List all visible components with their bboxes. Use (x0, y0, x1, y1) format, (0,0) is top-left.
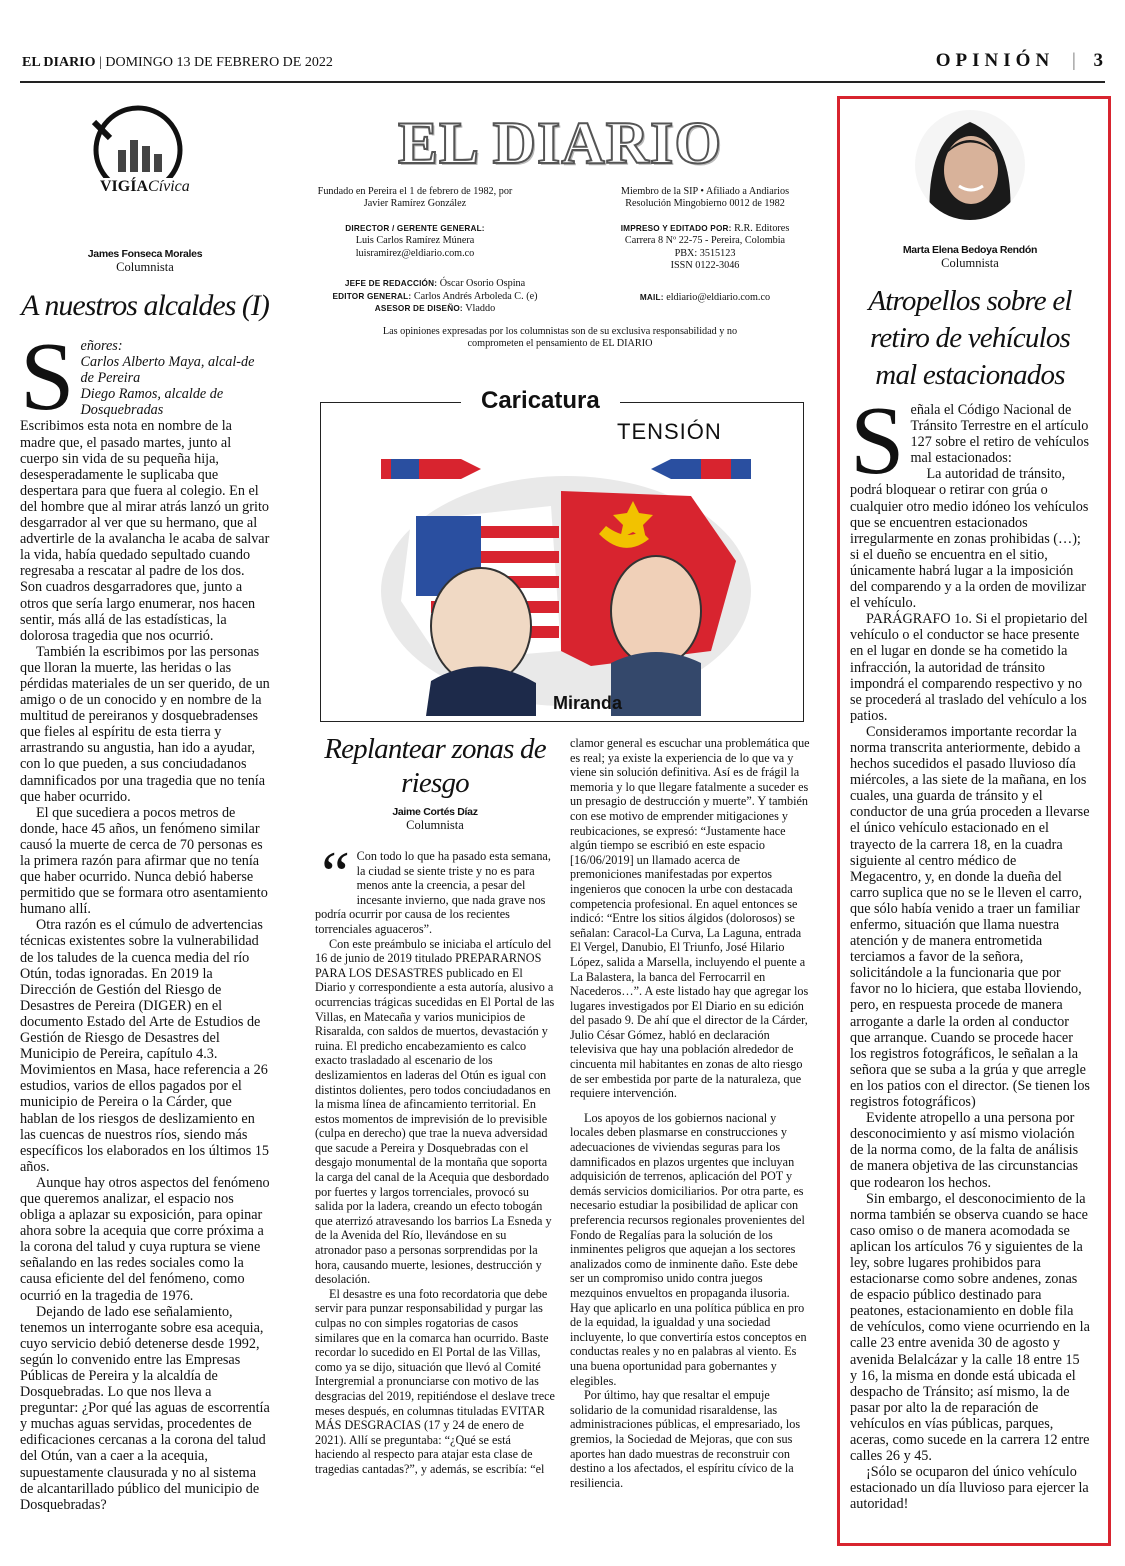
header-rule (20, 81, 1105, 83)
paragraph: Aunque hay otros aspectos del fenómeno que queremos analizar, el espacio nos obliga a aplazar su exposición, para opinar ahora sobre la acequia que corre próxima a la corona del talud y cuya ruptura se viene señalando en las redes sociales como la causa eficiente del del fenómeno, como ocurrió en la tragedia de 1976. (20, 1174, 270, 1304)
paragraph: El que sucediera a pocos metros de donde, hace 45 años, un fenómeno similar causó la muerte de cerca de 70 personas es la primera razón para afirmar que no tenía que haber ocurrido. Nunca debió haberse permitido que se formara otro asentamiento humano allí. (20, 804, 268, 918)
printed-label: IMPRESO Y EDITADO POR: (620, 223, 732, 233)
asesor-name: Vladdo (465, 303, 496, 315)
header-section-separator: | (1071, 50, 1076, 71)
mail-address: eldiario@eldiario.com.co (666, 292, 771, 304)
paragraph: Consideramos importante recordar la norma transcrita anteriormente, debido a hechos sucedidos el pasado lluvioso día miércoles, a las siete de la mañana, en los cuales, una guarda de tránsito y el conductor de una grúa proceden a llevarse el único vehículo estacionado en el trayecto de la carrera 18, en la cuadra siguiente al centro médico de Megacentro, y, en donde la dueña del carro suplica que no se le lleven el carro, que sólo había venido a traer un familiar enfermo, situación que llama nuestra atención y de manera entrometida terciamos a favor de la señora, solicitándole a la funcionaria que por favor no lo hiciera, que estaba lloviendo, pero, en respuesta procede de manera arrogante a darle la orden al conductor que arranque. Cuando se procede hacer los registros fotográficos, le señalan a la señora que se suba a la grúa y que arregle en los patios con el director. (Se tienen los registros fotográficos) (850, 723, 1090, 1111)
magnifier-icon (80, 98, 210, 218)
address: Carrera 8 Nº 22-75 - Pereira, Colombia (624, 235, 786, 247)
paragraph: Con este preámbulo se iniciaba el artículo del 16 de junio de 2019 titulado PREPARARNOS PARA LOS DESASTRES publicado en El Diario y correspondiente a esta autoría, alusivo a ocurrencias trágicas sucedidas en El Portal de las Villas, en Matecaña y varios municipios de Risaralda, con saldos de muertos, devastación y ruina. El predicho encabezamiento es calco exacto trasladado al escenario de los deslizamientos en laderas del Otún es igual con distintos dolientes, pero todos conciudadanos en la misma línea de afincamiento territorial. En estos momentos de imprevisión de lo previsible (culpa en derecho) que trae la nueva adversidad que sacude a Pereira y Dosquebradas con el desgajo monumental de la montaña que soporta la carga del canal de la Acequia que desbordado por fuertes y largos torrenciales, provocó su salida por la ladera, creando un efecto tobogán que aterrizó atravesando los barrios La Esneda y de la Avenida del Río, llevándose en su atronador paso a personas sorprendidas por la hora, causando muerte, lesiones, destrucción y desolación. (315, 936, 555, 1287)
middle-article-body-1 (315, 838, 555, 1477)
paragraph: Escribimos esta nota en nombre de la madre que, el pasado martes, junto al cuerpo sin vida de su pequeña hija, desesperadamente le suplicaba que despertara para que fuera al colegio. En el del hombre que al mirar atrás lanzó un grito desgarrador al ver que su hermano, que al advertirle de la avalancha le acaba de salvar la vida, había quedado sepultado cuando regresaba a rescatar al padre de los dos. Son cuadros desgarradores que, junto a otros que sería largo enumerar, nos hacen sentir, más allá de las estadísticas, la dolorosa tragedia que nos ocurrió. (20, 418, 270, 644)
left-column (20, 98, 270, 1513)
header-separator: | (99, 55, 102, 70)
right-article-body (850, 387, 1090, 1513)
middle-article-column-2 (570, 736, 812, 1490)
masthead-info-row-3 (315, 278, 805, 315)
paragraph: El desastre es una foto recordatoria que debe servir para punzar responsabilidad y purgar las culpas no con simples rogatorias de casos similares que en la comarca han ocurrido. Baste recordar lo sucedido en El Portal de las Villas, como ya se dijo, situación que llevó al Comité Intergremial a pronunciarse con motivo de las desgracias del 2019, repitiéndose el deslave trece meses después, en columnas tituladas EVITAR MÁS DESGRACIAS (17 y 24 de enero de 2021). Allí se preguntaba: “¿Qué se está haciendo al respecto para atajar esta clase de tragedias cantadas?”, y además, se escribía: “el (315, 1286, 555, 1476)
salutation: eñores: (80, 338, 123, 354)
disclaimer: Las opiniones expresadas por los columnistas son de su exclusiva responsabilidad y no comprometen el pensamiento de EL DIARIO (382, 325, 738, 350)
paragraph: Con todo lo que ha pasado esta semana, la ciudad se siente triste y no es para menos ante la creencia, a pesar del incesante invierno, que nada grave nos podría ocurrir por causa de los recientes torrenciales aguaceros”. (315, 849, 551, 936)
article-body (20, 323, 270, 1513)
logo-text-civica: Cívica (148, 178, 190, 195)
header-date: DOMINGO 13 DE FEBRERO DE 2022 (105, 55, 333, 70)
header-section: OPINIÓN (935, 50, 1055, 71)
addressee-1: Carlos Alberto Maya, alcal-de de Pereira (80, 354, 255, 387)
mail-label: MAIL: (639, 293, 664, 303)
middle-article-column-1 (315, 732, 555, 1477)
director-label: DIRECTOR / GERENTE GENERAL: (345, 223, 485, 233)
article-title: A nuestros alcaldes (I) (21, 289, 269, 322)
author-role: Columnista (116, 260, 174, 274)
paragraph: ¡Sólo se ocuparon del único vehículo estacionado un día lluvioso para ejercer la autoridad! (850, 1464, 1089, 1513)
page-header-left (22, 55, 333, 71)
jefe-label: JEFE DE REDACCIÓN: (344, 279, 438, 289)
middle-author-role: Columnista (406, 818, 464, 832)
author-photo (915, 110, 1025, 220)
asesor-label: ASESOR DE DISEÑO: (374, 304, 463, 314)
paragraph: Por último, hay que resaltar el empuje solidario de la comunidad risaraldense, las administraciones públicas, el empresariado, los gremios, la Sociedad de Mejoras, que con sus aportes han dado muestras de reconstruir con destino a los afectados, el espíritu cívico de la resiliencia. (570, 1388, 801, 1490)
dropcap: S (20, 323, 75, 431)
cartoon-title: Caricatura (461, 387, 620, 415)
paragraph: Evidente atropello a una persona por desconocimiento y así mismo violación de la norma como, de la falta de análisis de manera objetiva de las circunstancias que rodearon los hechos. (850, 1110, 1079, 1191)
paragraph: También la escribimos por las personas que lloran la muerte, las heridas o las pérdidas materiales de un ser querido, de un amigo o de un conocido y en nombre de la multitud de pereiranos y dosquebradenses que fieles al espíritu de esta tierra y arrastrando su angustia, han ido a ayudar, con lo que pueden, a sus conciudadanos damnificados por una tragedia que no tenía que haber ocurrido. (20, 643, 270, 805)
director-email: luisramirez@eldiario.com.co (355, 247, 475, 259)
right-author-name: Marta Elena Bedoya Rendón (902, 244, 1038, 256)
right-author-role: Columnista (941, 256, 999, 270)
paragraph: Los apoyos de los gobiernos nacional y locales deben plasmarse en construcciones y adecuaciones de viviendas seguras para los damnificados en plazos urgentes que incluyan adquisición de terrenos, aplicación del POT y demás servicios domiciliarios. Por otra parte, es necesario estudiar la posibilidad de aplicar con preferencia recursos regionales provenientes del Fondo de Regalías para la solución de los inminentes peligros que aquejan a los sectores analizados como de inminente daño. Este debe ser un compromiso unido contra juegos mezquinos envueltos en propaganda ilusoria. Hay que aplicarlo en una política pública en pro de la equidad, la igualdad y una sociedad incluyente, lo que convertiría estos conceptos en conductas reales y no en palabras al viento. Es una buena oportunidad para gobernantes y elegibles. (570, 1110, 807, 1388)
paragraph: Sin embargo, el desconocimiento de la norma también se observa cuando se hace caso omiso o de manera acomodada se aplican los artículos 76 y siguientes de la ley, sobre lugares prohibidos para estacionarse como sobre andenes, zonas de espacio público destinado para peatones, estacionamiento en doble fila de vehículos, como viene ocurriendo en la calle 23 entre avenida 30 de agosto y avenida Belalcázar y la calle 18 entre 15 y 16, la misma en donde está ubicada el despacho de Tránsito; así mismo, la de pasar por alto la de reparación de vehículos en vías públicas, parques, aceras, como sucede en la carrera 12 entre calles 26 y 45. (850, 1190, 1090, 1465)
right-article-title: Atropellos sobre el retiro de vehículos mal estacionados (868, 285, 1072, 391)
member-note: Miembro de la SIP • Afiliado a Andiarios Resolución Mingobierno 0012 de 1982 (620, 186, 790, 210)
quote-mark: “ (315, 838, 351, 909)
paragraph: Otra razón es el cúmulo de advertencias técnicas existentes sobre la vulnerabilidad de los taludes de la cuenca media del río Otún, todas ignoradas. En 2019 la Dirección de Gestión del Riesgo de Desastres de Pereira (DIGER) en el documento Estado del Arte de Estudios de Gestión de Riesgo de Desastres del Municipio de Pereira, capítulo 4.3. Movimientos en Masa, hace referencia a 26 estudios, varios de ellos pagados por el municipio de Pereira o la Cárder, que hablan de los riesgos de deslizamiento en las cuencas de nuestros ríos, siendo más específicos los elaborados en los últimos 15 años. (20, 917, 270, 1175)
addressee-2: Diego Ramos, alcalde de Dosquebradas (80, 386, 224, 419)
vigia-civica-logo (80, 98, 210, 218)
cartoon-subtitle: TENSIÓN (617, 419, 722, 444)
masthead-logo: EL DIARIO (397, 110, 723, 176)
author-name: James Fonseca Morales (87, 248, 203, 260)
logo-text-vigia: VIGÍA (100, 178, 149, 195)
jefe-name: Óscar Osorio Ospina (439, 278, 526, 290)
editor-name: Carlos Andrés Arboleda C. (e) (413, 290, 538, 302)
cartoon-frame (320, 387, 804, 722)
paragraph: La autoridad de tránsito, podrá bloquear o retirar con grúa o cualquier otro medio idóneo los vehículos que se encuentren estacionados irregularmente en zonas prohibidas (…); si el dueño se encuentra en el sitio, únicamente habrá lugar a la imposición del comparendo y a la orden de movilizar el vehículo. (850, 466, 1089, 612)
paragraph: PARÁGRAFO 1o. Si el propietario del vehículo o el conductor se hace presente en el lugar en donde se ha cometido la infracción, la autoridad de tránsito impondrá el comparendo respectivo y no se procederá al traslado del vehículo a los patios. (850, 611, 1088, 724)
header-page-number: 3 (1093, 50, 1103, 71)
middle-author-name: Jaime Cortés Díaz (392, 806, 478, 818)
middle-article-title: Replantear zonas de riesgo (324, 733, 546, 799)
editor-label: EDITOR GENERAL: (332, 291, 412, 301)
masthead-info-row-1 (315, 186, 805, 211)
founded-note: Fundado en Pereira el 1 de febrero de 1982, por Javier Ramírez González (317, 186, 513, 210)
cartoon-illustration (371, 451, 761, 716)
director-name: Luis Carlos Ramírez Múnera (355, 235, 475, 247)
cartoon-signature: Miranda (553, 693, 623, 713)
masthead-info-row-2 (315, 223, 805, 273)
issn: ISSN 0122-3046 (670, 260, 740, 272)
intro: eñala el Código Nacional de Tránsito Terrestre en el artículo 127 sobre el retiro de vehículos mal estacionados: (910, 402, 1089, 467)
printed-by: R.R. Editores (734, 222, 790, 234)
pbx: PBX: 3515123 (674, 247, 736, 259)
masthead (315, 110, 805, 350)
paragraph: Dejando de lado ese señalamiento, tenemos un interrogante sobre esa acequia, cuyo servicio debió detenerse desde 1992, según lo convenido entre las Empresas Públicas de Pereira y la alcaldía de Dosquebradas. Lo que nos lleva a preguntar: ¿Por qué las aguas de escorrentía y muchas aguas servidas, procedentes de edificaciones cercanas a la corona del talud del Otún, van a caer a la acequia, supuestamente clausurada y no al sistema de alcantarillado público del municipio de Dosquebradas? (20, 1303, 270, 1513)
right-column (850, 110, 1090, 1512)
portrait-icon (915, 110, 1025, 220)
page-header-right (936, 50, 1103, 72)
header-paper-name: EL DIARIO (22, 55, 96, 70)
right-dropcap: S (850, 387, 905, 495)
paragraph: clamor general es escuchar una problemática que es real; ya existe la experiencia de lo que va y viene sin solución definitiva. Así es de frágil la memoria y lo que llegare fatalmente a suceder es un presagio de destrucción y muerte”. Y también con ese motivo de emprender mitigaciones y reubicaciones, se expresó: “Justamente hace algún tiempo se escribió en este espacio [16/06/2019] un llamado acerca de premoniciones manifestadas por expertos ingenieros que conocen la urbe con destacada competencia profesional. En aquel entonces se indicó: “Entre los sitios álgidos (dolorosos) se señalan: Caracol-La Curva, La Laguna, entrada El Vergel, Danubio, El Triunfo, José Hilario López, salida a Marsella, incluyendo el puente a La Balastera, la banca del Ferrocarril en Nacederos…”. A este listado hay que agregar los lugares investigados por El Diario en su edición del pasado 9. De ahí que el director de la Cárder, Julio César Gómez, habló en declaración televisiva que hay una población alrededor de cincuenta mil habitantes en zonas de alto riesgo de ser embestida por parte de la naturaleza, que requiere intervención. (570, 736, 810, 1101)
